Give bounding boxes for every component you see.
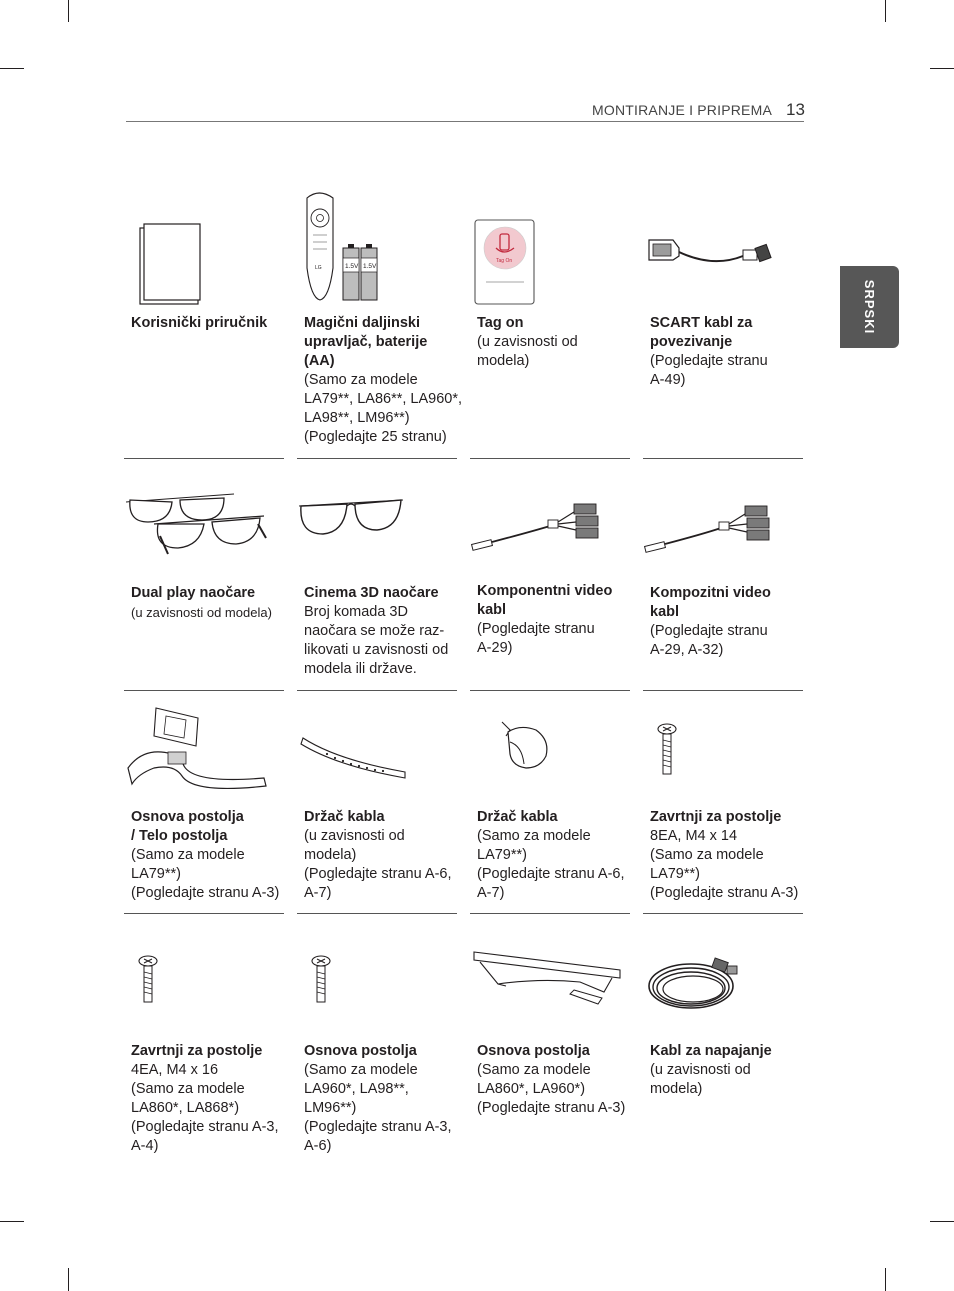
- dual-play-glasses-icon: [124, 488, 284, 563]
- battery-label: 1.5V: [345, 263, 359, 270]
- item-title: Kompozitni video kabl: [650, 585, 771, 620]
- remote-brand-text: LG: [315, 265, 322, 271]
- composite-cable-illustration: [643, 498, 803, 558]
- manual-book-icon: [124, 220, 284, 310]
- item-description: (Pogledajte stranu A-29): [477, 621, 595, 656]
- item-title: Kabl za napajanje: [650, 1043, 772, 1059]
- manual-illustration: [124, 220, 284, 310]
- item-description: (Samo za modele LA79**, LA86**, LA960*, LA98**, LM96**) (Pogledajte 25 stranu): [304, 372, 463, 445]
- crop-mark: [930, 68, 954, 69]
- screw-illustration: [297, 952, 457, 1012]
- item-title: Držač kabla: [304, 809, 385, 825]
- item-title: Osnova postolja: [477, 1043, 590, 1059]
- row-rule: [643, 913, 803, 914]
- row-rule: [643, 458, 803, 459]
- cable-holder-strap-icon: [297, 730, 457, 780]
- component-cable-illustration: [470, 498, 630, 558]
- screw-icon: [297, 952, 457, 1012]
- screw-icon: [643, 720, 803, 780]
- item-title: Komponentni video kabl: [477, 583, 613, 618]
- component-cable-icon: [470, 498, 630, 558]
- item-title: SCART kabl za povezivanje: [650, 315, 753, 350]
- row-rule: [470, 690, 630, 691]
- item-title: Osnova postolja / Telo postolja: [131, 809, 244, 844]
- row-rule: [643, 690, 803, 691]
- magic-remote-icon: [297, 190, 457, 305]
- item-description: (u zavisnosti od modela): [477, 334, 578, 369]
- remote-illustration: [297, 190, 457, 305]
- cinema-3d-glasses-icon: [297, 494, 457, 554]
- stand-base-illustration: [470, 948, 630, 1008]
- power-cable-illustration: [643, 954, 803, 1024]
- scart-illustration: [643, 230, 803, 280]
- item-description: (Samo za modele LA960*, LA98**, LM96**) (Pogledajte stranu A-3, A-6): [304, 1062, 452, 1154]
- item-description: (u zavisnosti od modela): [650, 1062, 751, 1097]
- item-description: 8EA, M4 x 14 (Samo za modele LA79**) (Pogledajte stranu A-3): [650, 828, 799, 901]
- crop-mark: [68, 1268, 69, 1291]
- row-rule: [470, 458, 630, 459]
- screw-illustration: [124, 952, 284, 1012]
- crop-mark: [885, 0, 886, 22]
- item-title: Zavrtnji za postolje: [650, 809, 782, 825]
- dual-play-illustration: [124, 488, 284, 563]
- composite-cable-icon: [643, 498, 803, 558]
- item-description: 4EA, M4 x 16 (Samo za modele LA860*, LA868*) (Pogledajte stranu A-3, A-4): [131, 1062, 279, 1154]
- row-rule: [124, 458, 284, 459]
- tag-on-label: Tag On: [496, 258, 513, 264]
- item-description: (Pogledajte stranu A-49): [650, 353, 768, 388]
- language-tab-label: SRPSKI: [862, 279, 877, 335]
- page-number: 13: [786, 100, 805, 119]
- section-title: MONTIRANJE I PRIPREMA: [592, 102, 772, 118]
- item-description: (Samo za modele LA79**) (Pogledajte stranu A-6, A-7): [477, 828, 625, 901]
- stand-base-body-icon: [124, 704, 284, 794]
- cinema-3d-illustration: [297, 494, 457, 554]
- item-description: (Samo za modele LA79**) (Pogledajte stranu A-3): [131, 847, 280, 901]
- row-rule: [124, 913, 284, 914]
- item-description: (u zavisnosti od modela) (Pogledajte stranu A-6, A-7): [304, 828, 452, 901]
- crop-mark: [0, 68, 24, 69]
- tag-on-illustration: [470, 218, 630, 308]
- scart-cable-icon: [643, 230, 803, 280]
- screw-illustration: [643, 720, 803, 780]
- tag-on-icon: [470, 218, 630, 308]
- stand-base-bar-icon: [470, 948, 630, 1008]
- crop-mark: [930, 1221, 954, 1222]
- crop-mark: [68, 0, 69, 22]
- header-rule: [126, 121, 804, 122]
- cable-clip-illustration: [470, 718, 630, 778]
- item-description: (u zavisnosti od modela): [131, 605, 272, 620]
- crop-mark: [0, 1221, 24, 1222]
- item-description: Broj komada 3D naočara se može raz- likovati u zavisnosti od modela ili države.: [304, 604, 449, 677]
- item-title: Dual play naočare: [131, 585, 256, 601]
- item-title: Osnova postolja: [304, 1043, 417, 1059]
- item-title: Zavrtnji za postolje: [131, 1043, 263, 1059]
- row-rule: [297, 690, 457, 691]
- row-rule: [124, 690, 284, 691]
- item-title: Cinema 3D naočare: [304, 585, 439, 601]
- cable-strap-illustration: [297, 730, 457, 780]
- stand-base-body-illustration: [124, 704, 284, 794]
- screw-icon: [124, 952, 284, 1012]
- row-rule: [297, 458, 457, 459]
- item-description: (Samo za modele LA860*, LA960*) (Pogledajte stranu A-3): [477, 1062, 626, 1116]
- power-cable-icon: [643, 954, 803, 1024]
- crop-mark: [885, 1268, 886, 1291]
- row-rule: [297, 913, 457, 914]
- language-tab: [840, 266, 899, 348]
- item-title: Magični daljinski upravljač, baterije (AA): [304, 315, 428, 369]
- cable-holder-clip-icon: [470, 718, 630, 778]
- battery-label: 1.5V: [363, 263, 377, 270]
- item-description: (Pogledajte stranu A-29, A-32): [650, 623, 768, 658]
- item-title: Tag on: [477, 315, 524, 331]
- row-rule: [470, 913, 630, 914]
- item-title: Korisnički priručnik: [131, 315, 268, 331]
- item-title: Držač kabla: [477, 809, 558, 825]
